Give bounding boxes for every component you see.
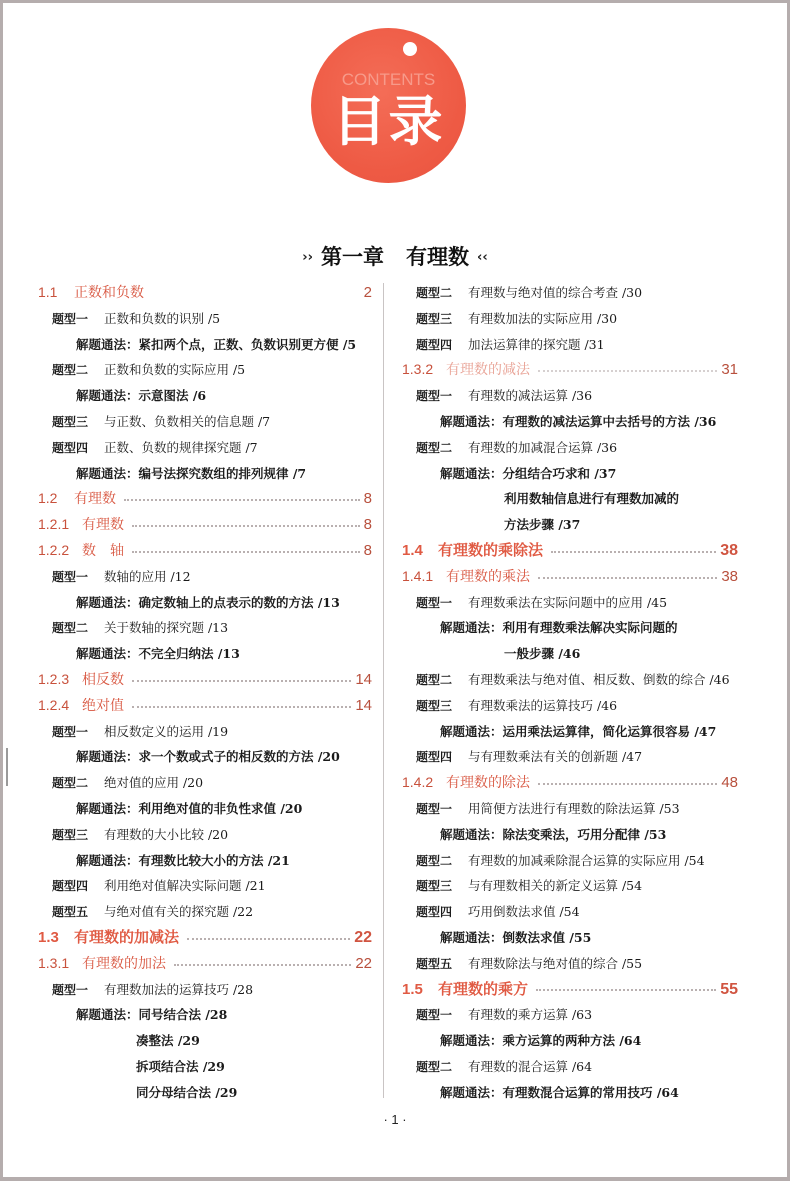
question-type-tag: 题型二 — [52, 363, 89, 378]
toc-left-column — [38, 280, 372, 1106]
section-number: 1.3.2 — [402, 361, 434, 378]
toc-method-entry[interactable] — [402, 461, 738, 487]
question-type-text: 加法运算律的探究题 /31 — [468, 336, 605, 352]
method-text: 利用绝对值的非负性求值 /20 — [138, 800, 303, 816]
question-type-text: 有理数加法的实际应用 /30 — [468, 310, 618, 326]
toc-section-entry[interactable] — [38, 667, 372, 693]
dot-leader — [551, 551, 716, 553]
question-type-tag: 题型二 — [416, 1059, 453, 1074]
question-type-text: 有理数与绝对值的综合考查 /30 — [468, 285, 643, 300]
toc-method-entry[interactable] — [402, 615, 738, 641]
toc-section-entry[interactable] — [38, 925, 372, 951]
toc-section-entry[interactable] — [402, 564, 738, 590]
section-page-number: 8 — [363, 541, 372, 559]
question-type-tag: 题型一 — [52, 311, 89, 326]
toc-question-type-entry[interactable] — [38, 615, 372, 641]
question-type-text: 有理数乘法在实际问题中的应用 /45 — [468, 594, 668, 610]
section-number: 1.3 — [38, 928, 59, 946]
toc-section-entry[interactable] — [402, 538, 738, 564]
question-type-text: 绝对值的应用 /20 — [104, 775, 204, 791]
method-label: 解题通法： — [76, 800, 139, 816]
method-label: 解题通法： — [440, 1084, 503, 1100]
section-number: 1.5 — [402, 980, 423, 998]
section-title: 绝对值 — [82, 696, 124, 713]
question-type-text: 相反数定义的运用 /19 — [104, 723, 229, 739]
toc-method-entry[interactable] — [402, 925, 738, 951]
toc-method-continuation[interactable]: 凑整法 /29 — [136, 1033, 200, 1049]
section-title: 有理数 — [82, 516, 124, 533]
section-title: 有理数的乘除法 — [438, 541, 544, 559]
section-number: 1.1 — [38, 284, 58, 300]
question-type-text: 正数和负数的实际应用 /5 — [104, 362, 246, 378]
method-text: 确定数轴上的点表示的数的方法 /13 — [138, 594, 340, 610]
toc-question-type-entry[interactable] — [38, 357, 372, 383]
toc-question-type-entry[interactable] — [38, 564, 372, 590]
method-text: 紧扣两个点，正数、负数识别更方便 /5 — [138, 336, 357, 352]
question-type-text: 有理数乘法与绝对值、相反数、倒数的综合 /46 — [468, 671, 730, 687]
contents-badge — [311, 28, 466, 183]
section-number: 1.2.3 — [38, 670, 70, 687]
question-type-tag: 题型一 — [52, 724, 89, 739]
question-type-text: 数轴的应用 /12 — [104, 568, 191, 584]
dot-leader — [187, 938, 350, 940]
section-title: 有理数的加减法 — [74, 928, 180, 946]
toc-question-type-entry[interactable] — [38, 435, 372, 461]
toc-method-continuation[interactable]: 利用数轴信息进行有理数加减的 — [504, 491, 680, 507]
question-type-tag: 题型一 — [52, 569, 89, 584]
section-title: 有理数的乘方 — [438, 980, 529, 998]
method-text: 利用有理数乘法解决实际问题的 — [502, 620, 678, 636]
toc-section-entry[interactable] — [38, 486, 372, 512]
method-text: 除法变乘法，巧用分配律 /53 — [502, 826, 667, 842]
section-number: 1.2 — [38, 490, 58, 507]
page-number: · 1 · — [383, 1112, 407, 1127]
toc-question-type-entry[interactable] — [402, 951, 738, 977]
method-text: 运用乘法运算律，简化运算很容易 /47 — [502, 723, 717, 739]
section-title: 有理数的加法 — [82, 954, 166, 971]
dot-leader — [132, 551, 360, 553]
question-type-tag: 题型四 — [52, 440, 89, 455]
question-type-tag: 题型四 — [416, 337, 453, 352]
method-label: 解题通法： — [440, 413, 503, 429]
question-type-text: 正数和负数的识别 /5 — [104, 310, 221, 326]
dot-leader — [152, 293, 360, 295]
chevron-right-decoration-icon: ›› — [302, 250, 313, 265]
toc-question-type-entry[interactable] — [402, 435, 738, 461]
dot-leader — [132, 525, 360, 527]
dot-leader — [132, 680, 351, 682]
toc-section-entry[interactable] — [402, 357, 738, 383]
toc-method-entry[interactable] — [402, 822, 738, 848]
method-label: 解题通法： — [76, 388, 139, 404]
dot-leader — [538, 783, 717, 785]
question-type-tag: 题型二 — [416, 672, 453, 687]
question-type-tag: 题型三 — [416, 879, 453, 894]
method-label: 解题通法： — [440, 620, 503, 636]
section-number: 1.2.2 — [38, 541, 70, 558]
toc-question-type-entry[interactable] — [38, 977, 372, 1003]
toc-method-entry[interactable] — [38, 590, 372, 616]
question-type-tag: 题型一 — [416, 595, 453, 610]
toc-question-type-entry[interactable] — [402, 1054, 738, 1080]
method-text: 有理数比较大小的方法 /21 — [138, 852, 290, 868]
badge-english-title: CONTENTS — [341, 70, 436, 89]
toc-question-type-entry[interactable] — [38, 873, 372, 899]
toc-section-entry[interactable] — [402, 770, 738, 796]
toc-question-type-entry[interactable] — [38, 822, 372, 848]
toc-method-continuation[interactable]: 同分母结合法 /29 — [136, 1084, 238, 1100]
section-page-number: 31 — [721, 361, 738, 379]
method-label: 解题通法： — [440, 465, 503, 481]
question-type-tag: 题型四 — [416, 750, 453, 765]
toc-method-continuation[interactable]: 一般步骤 /46 — [504, 646, 581, 662]
question-type-tag: 题型五 — [52, 905, 89, 920]
section-title: 相反数 — [82, 670, 124, 687]
question-type-text: 巧用倒数法求值 /54 — [468, 904, 580, 920]
chevron-left-decoration-icon: ‹‹ — [477, 250, 488, 265]
section-title: 数 轴 — [82, 541, 124, 558]
section-page-number: 55 — [720, 980, 738, 998]
dot-leader — [538, 370, 717, 372]
section-page-number: 48 — [721, 774, 738, 792]
question-type-text: 有理数的大小比较 /20 — [104, 826, 229, 842]
toc-question-type-entry[interactable] — [38, 770, 372, 796]
question-type-tag: 题型三 — [52, 414, 89, 429]
section-page-number: 22 — [355, 954, 372, 972]
question-type-tag: 题型三 — [52, 827, 89, 842]
section-number: 1.4 — [402, 541, 423, 559]
badge-chinese-title: 目录 — [332, 90, 445, 153]
toc-section-entry[interactable] — [402, 977, 738, 1003]
section-title: 有理数的乘法 — [446, 567, 530, 584]
question-type-text: 有理数的加减混合运算 /36 — [468, 439, 618, 455]
method-label: 解题通法： — [76, 852, 139, 868]
toc-question-type-entry[interactable] — [402, 280, 738, 306]
section-number: 1.4.1 — [402, 567, 434, 584]
toc-question-type-entry[interactable] — [402, 667, 738, 693]
toc-method-entry[interactable] — [38, 383, 372, 409]
question-type-tag: 题型一 — [416, 801, 453, 816]
toc-method-entry[interactable] — [38, 744, 372, 770]
toc-question-type-entry[interactable] — [402, 590, 738, 616]
question-type-text: 与有理数相关的新定义运算 /54 — [468, 878, 643, 894]
chapter-heading — [0, 241, 790, 271]
method-label: 解题通法： — [76, 336, 139, 352]
section-title: 有理数的除法 — [446, 774, 530, 791]
toc-method-continuation[interactable]: 方法步骤 /37 — [504, 517, 581, 533]
chapter-label: 第一章 — [321, 245, 384, 269]
toc-section-entry[interactable] — [38, 951, 372, 977]
section-page-number: 2 — [363, 284, 372, 301]
section-number: 1.4.2 — [402, 774, 434, 791]
method-text: 同号结合法 /28 — [138, 1007, 228, 1023]
question-type-tag: 题型二 — [416, 853, 453, 868]
question-type-text: 有理数的减法运算 /36 — [468, 388, 593, 404]
toc-method-entry[interactable] — [38, 796, 372, 822]
toc-question-type-entry[interactable] — [38, 899, 372, 925]
question-type-tag: 题型四 — [416, 905, 453, 920]
dot-leader — [132, 706, 351, 708]
toc-method-entry[interactable] — [402, 1080, 738, 1106]
question-type-tag: 题型一 — [52, 982, 89, 997]
question-type-tag: 题型三 — [416, 311, 453, 326]
toc-question-type-entry[interactable] — [402, 306, 738, 332]
section-page-number: 8 — [363, 490, 372, 508]
method-label: 解题通法： — [76, 594, 139, 610]
dot-leader — [538, 577, 717, 579]
section-page-number: 8 — [363, 516, 372, 534]
question-type-tag: 题型二 — [416, 286, 453, 300]
question-type-text: 正数、负数的规律探究题 /7 — [104, 439, 258, 455]
question-type-tag: 题型五 — [416, 956, 453, 971]
section-title: 正数和负数 — [74, 284, 144, 300]
toc-question-type-entry[interactable] — [38, 306, 372, 332]
toc-method-continuation[interactable]: 拆项结合法 /29 — [136, 1058, 225, 1074]
toc-method-entry[interactable] — [402, 409, 738, 435]
method-text: 有理数混合运算的常用技巧 /64 — [502, 1084, 679, 1100]
question-type-tag: 题型一 — [416, 1008, 453, 1023]
question-type-text: 有理数的乘方运算 /63 — [468, 1007, 593, 1023]
dot-leader — [536, 989, 716, 991]
section-number: 1.2.1 — [38, 516, 70, 533]
toc-question-type-entry[interactable] — [402, 796, 738, 822]
toc-question-type-entry[interactable] — [402, 332, 738, 358]
question-type-text: 有理数乘法的运算技巧 /46 — [468, 697, 618, 713]
question-type-text: 关于数轴的探究题 /13 — [104, 620, 229, 636]
question-type-tag: 题型一 — [416, 389, 453, 404]
toc-section-entry[interactable] — [38, 512, 372, 538]
method-text: 编号法探究数组的排列规律 /7 — [138, 465, 307, 481]
question-type-tag: 题型二 — [416, 440, 453, 455]
toc-right-column — [402, 280, 738, 1106]
section-page-number: 38 — [720, 541, 738, 559]
toc-question-type-entry[interactable] — [402, 383, 738, 409]
toc-method-entry[interactable] — [402, 719, 738, 745]
method-label: 解题通法： — [76, 465, 139, 481]
question-type-text: 有理数除法与绝对值的综合 /55 — [468, 955, 643, 971]
question-type-tag: 题型四 — [52, 879, 89, 894]
section-title: 有理数 — [74, 490, 116, 507]
toc-section-entry[interactable] — [38, 538, 372, 564]
toc-section-entry[interactable] — [38, 693, 372, 719]
toc-method-entry[interactable] — [38, 332, 372, 358]
question-type-text: 利用绝对值解决实际问题 /21 — [104, 878, 266, 894]
question-type-text: 与绝对值有关的探究题 /22 — [104, 904, 254, 920]
toc-method-entry[interactable] — [38, 1002, 372, 1028]
question-type-text: 有理数加法的运算技巧 /28 — [104, 981, 254, 997]
chapter-title: 有理数 — [406, 245, 469, 269]
method-label: 解题通法： — [76, 1007, 139, 1023]
toc-question-type-entry[interactable] — [402, 744, 738, 770]
toc-method-entry[interactable] — [38, 461, 372, 487]
toc-method-entry[interactable] — [402, 1028, 738, 1054]
column-divider — [383, 283, 384, 1098]
toc-question-type-entry[interactable] — [402, 1002, 738, 1028]
method-label: 解题通法： — [440, 723, 503, 739]
toc-question-type-entry[interactable] — [38, 719, 372, 745]
section-number: 1.3.1 — [38, 954, 70, 971]
toc-question-type-entry[interactable] — [402, 848, 738, 874]
question-type-text: 与有理数乘法有关的创新题 /47 — [468, 749, 643, 765]
section-page-number: 14 — [355, 696, 372, 714]
method-text: 求一个数或式子的相反数的方法 /20 — [138, 749, 340, 765]
method-text: 乘方运算的两种方法 /64 — [502, 1033, 642, 1049]
method-label: 解题通法： — [76, 749, 139, 765]
toc-question-type-entry[interactable] — [402, 873, 738, 899]
question-type-text: 有理数的混合运算 /64 — [468, 1058, 593, 1074]
dot-leader — [174, 964, 351, 966]
section-title: 有理数的减法 — [446, 361, 530, 378]
method-text: 不完全归纳法 /13 — [138, 646, 240, 662]
section-page-number: 38 — [721, 567, 738, 585]
scan-mark — [6, 748, 8, 786]
method-label: 解题通法： — [440, 826, 503, 842]
method-text: 倒数法求值 /55 — [502, 929, 592, 945]
method-label: 解题通法： — [440, 929, 503, 945]
question-type-tag: 题型三 — [416, 698, 453, 713]
section-page-number: 14 — [355, 670, 372, 688]
question-type-text: 用简便方法进行有理数的除法运算 /53 — [468, 800, 680, 816]
method-label: 解题通法： — [76, 646, 139, 662]
dot-leader — [124, 499, 360, 501]
question-type-tag: 题型二 — [52, 621, 89, 636]
method-label: 解题通法： — [440, 1033, 503, 1049]
method-text: 有理数的减法运算中去括号的方法 /36 — [502, 413, 717, 429]
method-text: 示意图法 /6 — [138, 388, 207, 404]
question-type-text: 与正数、负数相关的信息题 /7 — [104, 413, 271, 429]
section-number: 1.2.4 — [38, 696, 70, 713]
toc-method-entry[interactable] — [38, 848, 372, 874]
toc-section-entry[interactable] — [38, 280, 372, 306]
toc-question-type-entry[interactable] — [402, 899, 738, 925]
badge-hole — [403, 42, 417, 56]
question-type-text: 有理数的加减乘除混合运算的实际应用 /54 — [468, 852, 705, 868]
section-page-number: 22 — [354, 928, 372, 946]
method-text: 分组结合巧求和 /37 — [502, 465, 617, 481]
toc-method-entry[interactable] — [38, 641, 372, 667]
question-type-tag: 题型二 — [52, 776, 89, 791]
toc-question-type-entry[interactable] — [402, 693, 738, 719]
toc-question-type-entry[interactable] — [38, 409, 372, 435]
